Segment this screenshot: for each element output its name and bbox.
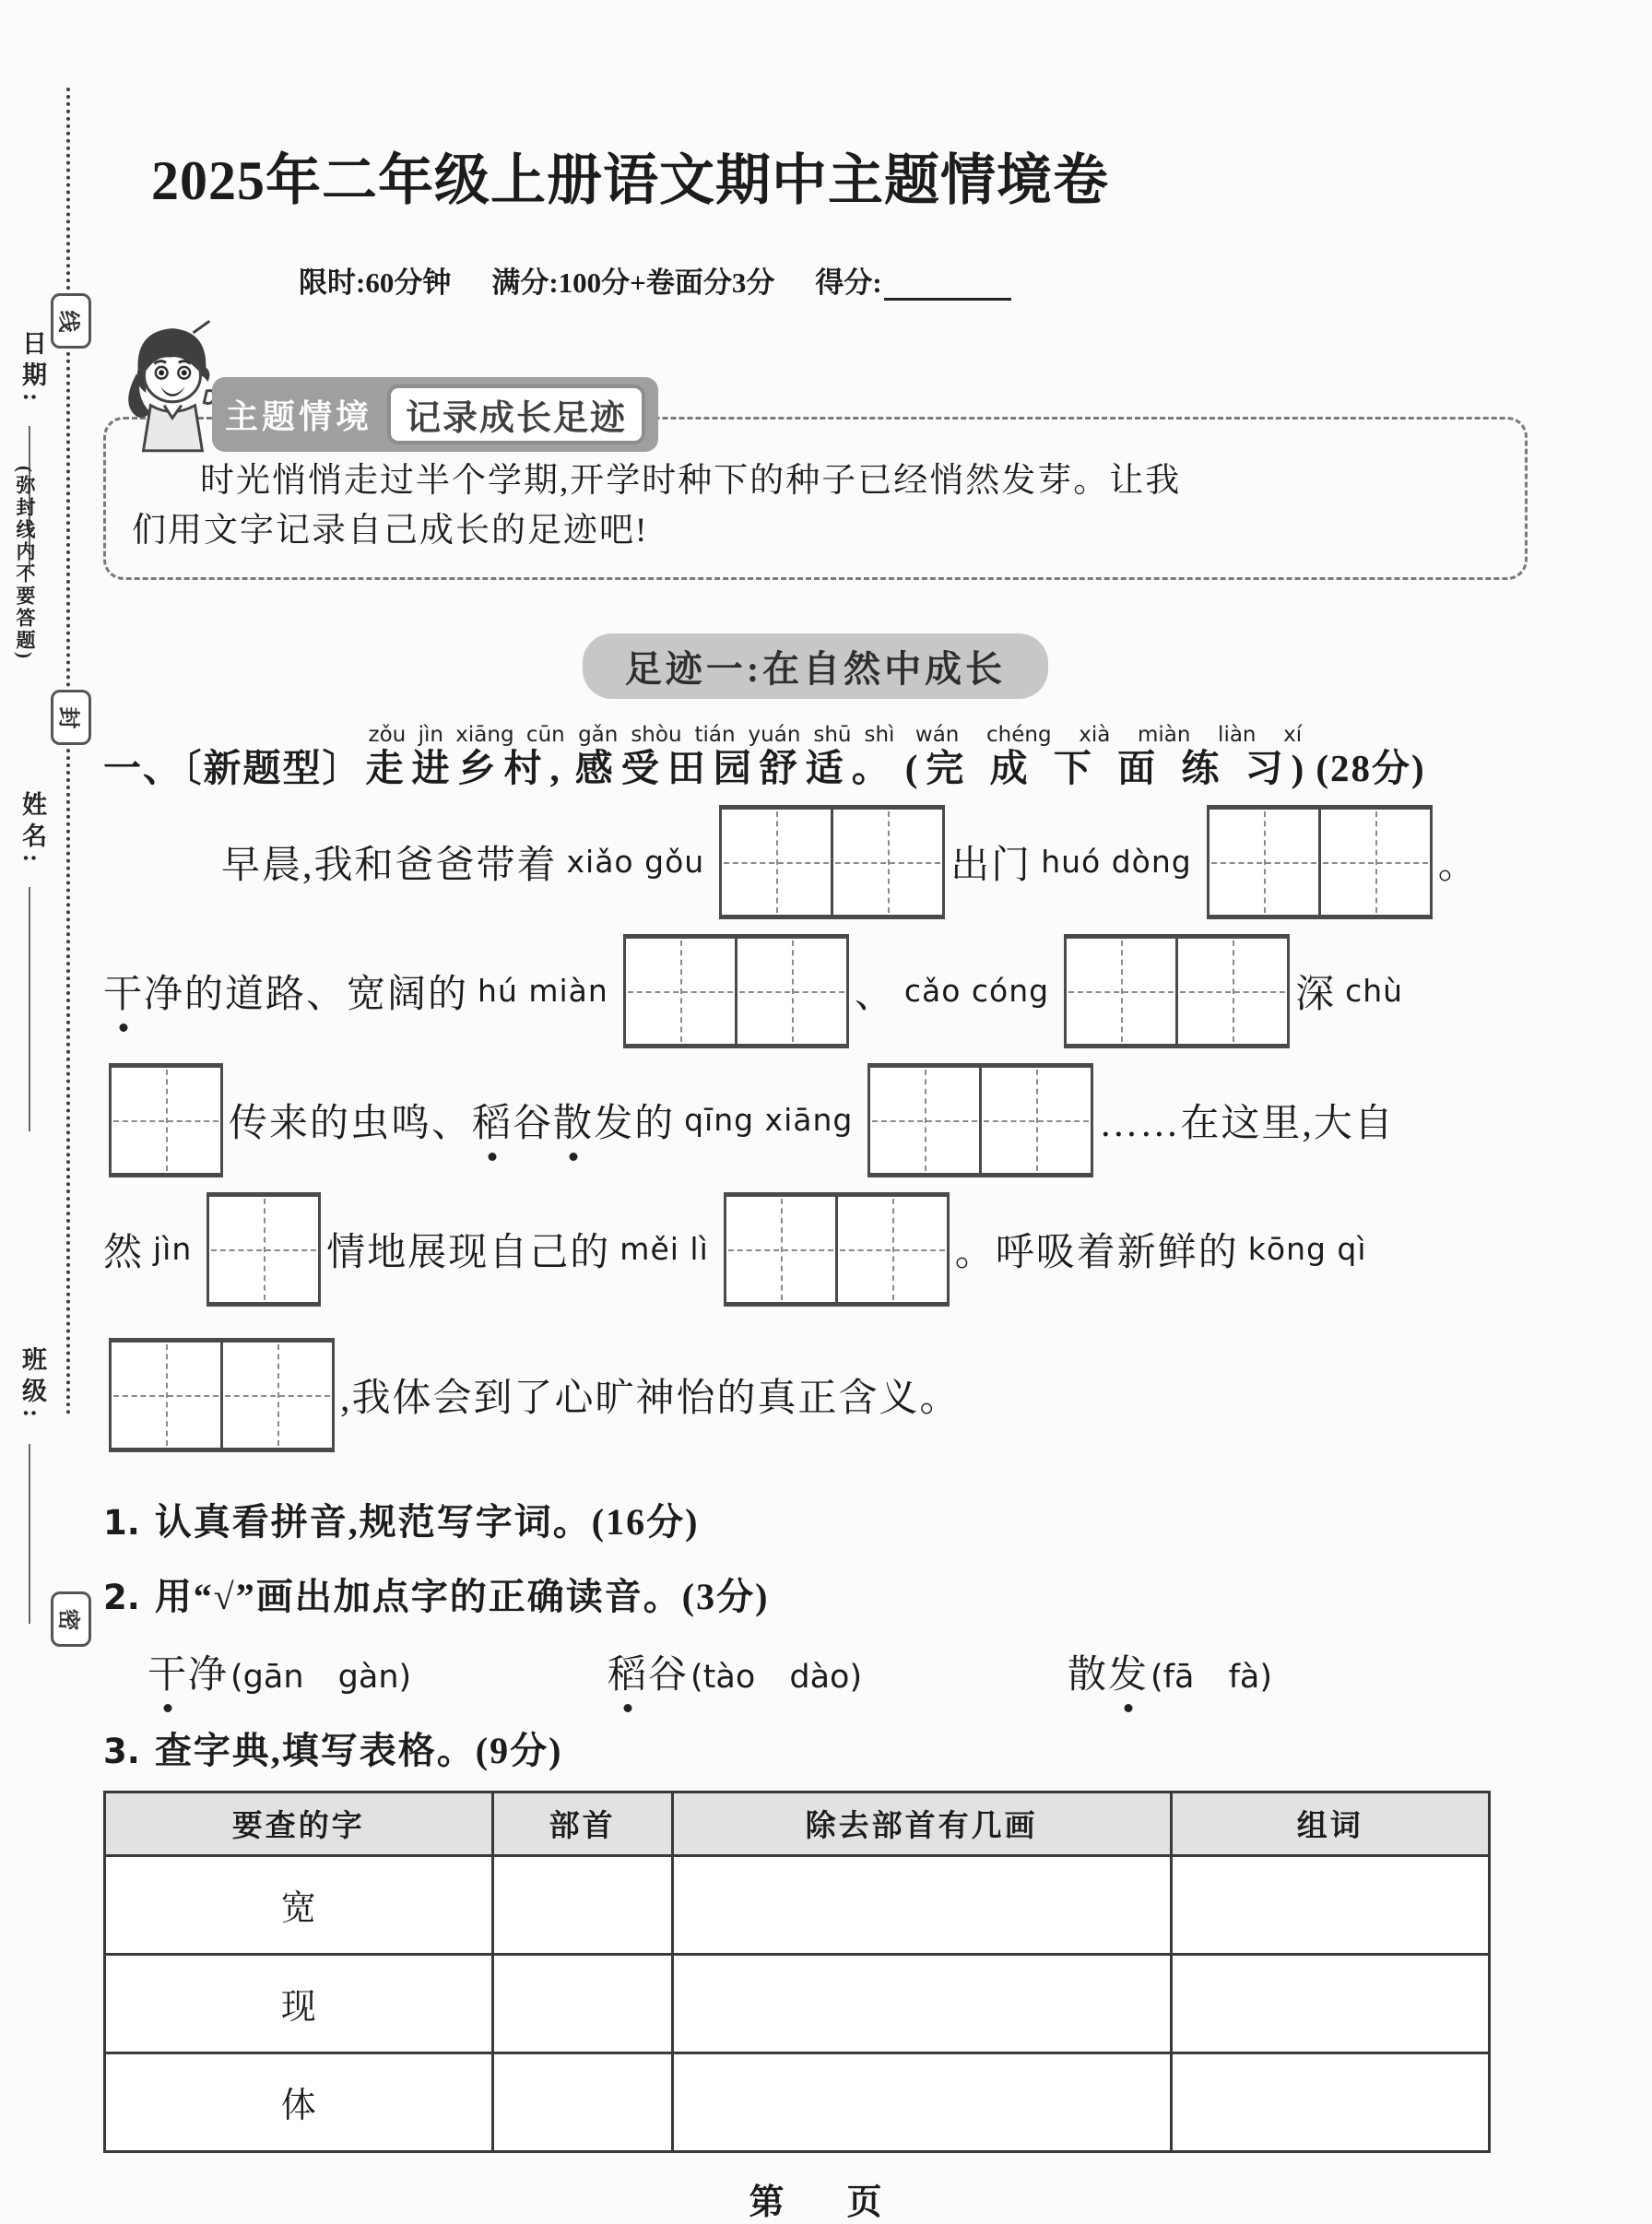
- passage-text: 情地展现自己的: [326, 1231, 611, 1274]
- table-row: [105, 1855, 1490, 1954]
- pinyin-text: hú miàn: [478, 973, 608, 1010]
- answer-cell[interactable]: [672, 2052, 1171, 2151]
- grid-cell[interactable]: [1210, 810, 1318, 915]
- passage-line: [103, 1336, 1528, 1454]
- dotted-char: 发: [1108, 1644, 1149, 1699]
- question-number: 3.: [103, 1731, 140, 1771]
- passage-text: 发的: [594, 1102, 676, 1145]
- grid-cell[interactable]: [726, 1197, 835, 1302]
- passage-dotted-char: 散: [553, 1093, 594, 1148]
- page-footer: [103, 2173, 1528, 2224]
- page-title: 2025年二年级上册语文期中主题情境卷: [151, 150, 1109, 211]
- table-row: [105, 1954, 1490, 2052]
- col-header: 要查的字: [105, 1792, 493, 1855]
- grid-cell[interactable]: [870, 1068, 979, 1173]
- grid-cell[interactable]: [626, 939, 735, 1044]
- passage-text: ……在这里,大自: [1099, 1102, 1395, 1145]
- option-word: 散: [1068, 1653, 1109, 1697]
- option-pinyin: (gān gàn): [230, 1658, 412, 1696]
- passage-text: 。呼吸着新鲜的: [954, 1231, 1239, 1274]
- passage-text: 传来的虫鸣、: [229, 1102, 473, 1145]
- pinyin-text: cǎo cóng: [903, 973, 1050, 1010]
- section-heading: 足迹一:在自然中成长: [583, 633, 1048, 699]
- score-label: 得分:: [815, 266, 882, 299]
- grid-cell[interactable]: [209, 1197, 318, 1302]
- writing-grid[interactable]: [1207, 805, 1433, 919]
- grid-cell[interactable]: [220, 1343, 332, 1448]
- pinyin-text: měi lì: [620, 1231, 709, 1268]
- writing-grid[interactable]: [867, 1063, 1093, 1177]
- passage-text: 出门: [950, 844, 1032, 887]
- writing-grid[interactable]: [623, 934, 849, 1048]
- passage-text: 然: [103, 1231, 145, 1274]
- option-word: 谷: [648, 1653, 690, 1697]
- sub-question-2: [103, 1567, 1528, 1620]
- theme-badge-tag: 主题情境: [225, 398, 373, 435]
- passage-line: [103, 1190, 1528, 1308]
- char-cell: 宽: [105, 1855, 493, 1954]
- footer-suffix: 页: [846, 2183, 882, 2222]
- pinyin-text: qīng xiāng: [684, 1102, 854, 1139]
- passage-text: ,我体会到了心旷神怡的真正含义。: [340, 1377, 961, 1420]
- seal-marker-mi: 密: [51, 1591, 91, 1647]
- passage-text: 净的道路、宽阔的: [144, 973, 469, 1016]
- grid-cell[interactable]: [112, 1068, 220, 1173]
- meta-line: [299, 259, 1528, 301]
- name-blank-line[interactable]: [29, 887, 30, 1131]
- intro-line: 时光悄悄走过半个学期,开学时种下的种子已经悄然发芽。让我: [200, 462, 1182, 500]
- question-text: 用“√”画出加点字的正确读音。(3分): [154, 1575, 770, 1617]
- pinyin-text: jìn: [153, 1231, 193, 1268]
- seal-fold-line: [66, 88, 70, 1415]
- theme-badge-title: 记录成长足迹: [387, 384, 645, 444]
- passage-text: 早晨,我和爸爸带着: [221, 844, 558, 887]
- question-number: 1.: [103, 1502, 140, 1543]
- table-header-row: [105, 1792, 1490, 1855]
- seal-note: (弥封线内不要答题): [14, 466, 36, 661]
- answer-cell[interactable]: [492, 1855, 672, 1954]
- question-1-header: [103, 722, 1528, 792]
- reading-options: [148, 1644, 1528, 1699]
- passage-text: 深: [1295, 973, 1337, 1016]
- writing-grid[interactable]: [206, 1192, 321, 1307]
- passage-dotted-char: 干: [103, 964, 144, 1019]
- fill-in-passage: [103, 803, 1528, 1454]
- grid-cell[interactable]: [835, 1197, 947, 1302]
- passage-text: 。: [1437, 844, 1479, 887]
- answer-cell[interactable]: [672, 1855, 1171, 1954]
- writing-grid[interactable]: [719, 805, 945, 919]
- answer-cell[interactable]: [672, 1954, 1171, 2052]
- date-label: 日期:: [18, 330, 46, 408]
- pinyin-phrase: 走进乡村,zǒu jìn xiāng cūn: [365, 722, 568, 789]
- passage-text: 谷: [513, 1102, 554, 1145]
- reading-option[interactable]: [1068, 1644, 1528, 1699]
- reading-option[interactable]: [148, 1644, 608, 1699]
- question-number: 一、〔新题型〕: [103, 746, 362, 789]
- question-text: 认真看拼音,规范写字词。(16分): [154, 1500, 700, 1543]
- passage-line: [221, 803, 1528, 921]
- answer-cell[interactable]: [1171, 1954, 1489, 2052]
- score-group: [815, 259, 1010, 301]
- pinyin-phrase: 感受田园舒适。gǎn shòu tián yuán shū shì: [574, 722, 898, 789]
- dotted-char: 稻: [608, 1644, 648, 1699]
- girl-avatar-icon: [116, 317, 225, 455]
- option-pinyin: (fā fà): [1150, 1658, 1273, 1696]
- sub-question-3: [103, 1721, 1528, 1774]
- dictionary-table: [103, 1791, 1491, 2153]
- answer-cell[interactable]: [1171, 1855, 1489, 1954]
- grid-cell[interactable]: [831, 810, 942, 915]
- class-label: 班级:: [18, 1346, 46, 1424]
- writing-grid[interactable]: [724, 1192, 950, 1307]
- grid-cell[interactable]: [112, 1343, 220, 1448]
- table-row: [105, 2052, 1490, 2151]
- question-score: (28分): [1316, 746, 1426, 789]
- pinyin-phrase: (完 成 下 面 练 习)wán chéng xià miàn liàn xí: [904, 722, 1313, 789]
- seal-marker-feng: 封: [51, 690, 91, 745]
- exam-paper: [103, 0, 1528, 2224]
- option-pinyin: (tào dào): [690, 1658, 863, 1696]
- intro-line: 们用文字记录自己成长的足迹吧!: [132, 512, 649, 550]
- col-header: 组词: [1171, 1792, 1489, 1855]
- theme-badge: [212, 377, 658, 452]
- reading-option[interactable]: [608, 1644, 1068, 1699]
- writing-grid[interactable]: [109, 1338, 335, 1452]
- pinyin-text: huó dòng: [1041, 844, 1192, 881]
- score-blank[interactable]: [884, 267, 1011, 301]
- grid-cell[interactable]: [722, 810, 831, 915]
- dotted-char: 干: [148, 1644, 188, 1699]
- grid-cell[interactable]: [1318, 810, 1430, 915]
- pinyin-text: xiǎo gǒu: [566, 844, 705, 881]
- pinyin-text: kōng qì: [1247, 1231, 1367, 1268]
- grid-cell[interactable]: [735, 939, 846, 1044]
- grid-cell[interactable]: [979, 1068, 1091, 1173]
- grid-cell[interactable]: [1175, 939, 1287, 1044]
- passage-text: 、: [854, 973, 895, 1016]
- seal-marker-line: 线: [51, 293, 91, 349]
- answer-cell[interactable]: [492, 1954, 672, 2052]
- class-blank-line[interactable]: [29, 1444, 30, 1624]
- passage-line: [103, 1061, 1528, 1179]
- question-text: 查字典,填写表格。(9分): [154, 1729, 563, 1771]
- name-label: 姓名:: [18, 791, 46, 869]
- passage-dotted-char: 稻: [472, 1093, 513, 1148]
- writing-grid[interactable]: [109, 1063, 223, 1177]
- footer-prefix: 第: [749, 2183, 785, 2222]
- section-heading-wrap: [103, 633, 1528, 699]
- pinyin-text: chù: [1345, 973, 1404, 1010]
- col-header: 除去部首有几画: [672, 1792, 1171, 1855]
- grid-cell[interactable]: [1067, 939, 1175, 1044]
- time-limit: 限时:60分钟: [299, 266, 452, 299]
- writing-grid[interactable]: [1064, 934, 1290, 1048]
- answer-cell[interactable]: [1171, 2052, 1489, 2151]
- passage-line: [103, 932, 1528, 1050]
- theme-badge-row: [116, 317, 1528, 455]
- answer-cell[interactable]: [492, 2052, 672, 2151]
- char-cell: 现: [105, 1954, 493, 2052]
- col-header: 部首: [492, 1792, 672, 1855]
- question-number: 2.: [103, 1577, 140, 1617]
- char-cell: 体: [105, 2052, 493, 2151]
- option-word: 净: [188, 1653, 230, 1697]
- sub-question-1: [103, 1493, 1528, 1545]
- full-score: 满分:100分+卷面分3分: [491, 266, 775, 299]
